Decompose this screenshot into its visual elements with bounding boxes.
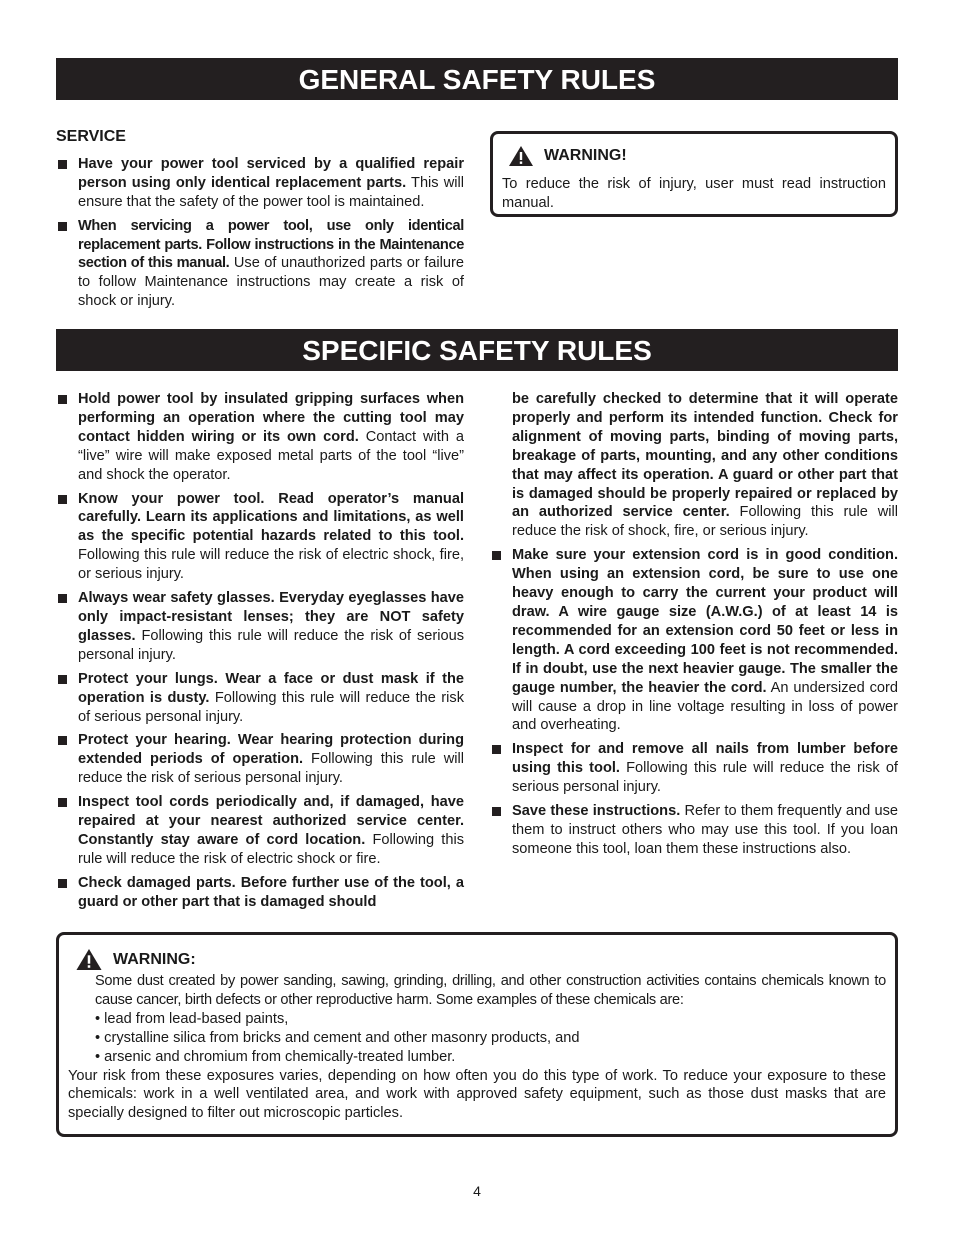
warning-header [502, 145, 886, 167]
square-bullet-icon [58, 736, 67, 745]
rule-item [56, 490, 464, 585]
dust-warning-bullet: • crystalline silica from bricks and cement and other masonry products, and [95, 1029, 580, 1046]
rule-item [56, 390, 464, 485]
rule-item [490, 802, 898, 859]
rule-text: Following this rule will reduce the risk of serious personal injury. [512, 760, 898, 796]
rule-item [56, 874, 464, 912]
service-item-text: Use of unauthorized parts or failure to follow Maintenance instructions may create a risk of shock or injury. [78, 255, 464, 310]
square-bullet-icon [58, 594, 67, 603]
specific-safety-rules-title: SPECIFIC SAFETY RULES [56, 329, 898, 371]
rule-bold: Know your power tool. Read operator’s manual carefully. Learn its applications and limitations, as well as the specific potential hazards related to this tool. [78, 490, 464, 545]
square-bullet-icon [492, 745, 501, 754]
rule-item [56, 670, 464, 727]
specific-left-column [56, 390, 464, 917]
rule-continuation [490, 390, 898, 541]
rule-text: Following this rule will reduce the risk of serious personal injury. [78, 627, 464, 663]
rule-item [56, 731, 464, 788]
dust-warning-bullet: • lead from lead-based paints, [95, 1010, 289, 1027]
service-item-text: This will ensure that the safety of the power tool is maintained. [78, 174, 464, 210]
rule-text: An undersized cord will cause a drop in line voltage resulting in loss of power and overheating. [512, 679, 898, 734]
dust-warning-box [56, 932, 898, 1137]
rule-bold: be carefully checked to determine that it will operate properly and perform its intended function. Check for alignment of moving parts, binding of moving parts, breakage of parts, mounting, and any other conditions that may affect its operation. A guard or other part that is damaged should be properly repaired or replaced by an authorized service center. [512, 391, 898, 521]
service-item [56, 155, 464, 212]
service-heading: SERVICE [56, 128, 126, 145]
service-item [56, 217, 464, 312]
warning-triangle-icon [75, 948, 103, 971]
dust-warning-title: WARNING: [113, 950, 196, 968]
rule-bold: Check damaged parts. Before further use of the tool, a guard or other part that is damaged should [78, 874, 464, 910]
square-bullet-icon [58, 222, 67, 231]
rule-text: Contact with a “live” wire will make exposed metal parts of the tool “live” and shock the operator. [78, 428, 464, 483]
square-bullet-icon [58, 798, 67, 807]
rule-text: Following this rule will reduce the risk of serious personal injury. [78, 689, 464, 725]
rule-text: Refer to them frequently and use them to instruct others who may use this tool. If you loan someone this tool, loan them these instructions also. [512, 803, 898, 857]
rule-bold: Protect your hearing. Wear hearing protection during extended periods of operation. [78, 732, 464, 768]
square-bullet-icon [58, 879, 67, 888]
rule-text: Following this rule will reduce the risk of electric shock, fire, or serious injury. [78, 547, 464, 583]
rule-text: Following this rule will reduce the risk of electric shock or fire. [78, 831, 464, 867]
rule-item [56, 589, 464, 665]
warning-box [490, 131, 898, 217]
rule-bold: Always wear safety glasses. Everyday eyeglasses have only impact-resistant lenses; they are NOT safety glasses. [78, 590, 464, 644]
square-bullet-icon [58, 395, 67, 404]
rule-item [490, 546, 898, 735]
rule-bold: Make sure your extension cord is in good condition. When using an extension cord, be sure to use one heavy enough to carry the current your product will draw. A wire gauge size (A.W.G.) of at least 14 is recommended for an extension cord 50 feet or less in length. A cord exceeding 100 feet is not recommended. If in doubt, use the next heavier gauge. The smaller the gauge number, the heavier the cord. [512, 547, 898, 696]
page-number: 4 [473, 1183, 481, 1199]
rule-bold: Hold power tool by insulated gripping surfaces when performing an operation where the cutting tool may contact hidden wiring or its own cord. [78, 391, 464, 445]
square-bullet-icon [492, 551, 501, 560]
warning-title: WARNING! [544, 147, 627, 164]
square-bullet-icon [58, 160, 67, 169]
dust-warning-header [68, 948, 886, 971]
square-bullet-icon [492, 807, 501, 816]
dust-warning-bullet: • arsenic and chromium from chemically-treated lumber. [95, 1048, 456, 1065]
dust-warning-outro: Your risk from these exposures varies, depending on how often you do this type of work. To reduce your exposure to these chemicals: work in a well ventilated area, and work with approved safety equipment, such as those dust masks that are specially designed to filter out microscopic particles. [68, 1067, 886, 1122]
service-section [56, 128, 464, 316]
service-item-bold: Have your power tool serviced by a qualified repair person using only identical replacement parts. [78, 155, 464, 191]
rule-bold: Inspect for and remove all nails from lumber before using this tool. [512, 741, 898, 777]
warning-triangle-icon [508, 145, 534, 167]
dust-warning-intro: Some dust created by power sanding, sawing, grinding, drilling, and other construction activities contains chemicals known to cause cancer, birth defects or other reproductive harm. Some examples of these chemicals are: [95, 973, 886, 1008]
rule-item [490, 740, 898, 797]
rule-bold: Save these instructions. [512, 803, 681, 820]
specific-right-column [490, 390, 898, 864]
rule-text: Following this rule will reduce the risk of shock, fire, or serious injury. [512, 504, 898, 540]
rule-text: Following this rule will reduce the risk of serious personal injury. [78, 751, 464, 787]
general-safety-rules-title: GENERAL SAFETY RULES [56, 58, 898, 100]
rule-bold: Inspect tool cords periodically and, if damaged, have repaired at your nearest authorized service center. Constantly stay aware of cord location. [78, 794, 464, 848]
square-bullet-icon [58, 495, 67, 504]
rule-item [56, 793, 464, 869]
square-bullet-icon [58, 675, 67, 684]
warning-text: To reduce the risk of injury, user must read instruction manual. [502, 176, 886, 211]
service-item-bold: When servicing a power tool, use only identical replacement parts. Follow instructions in the Maintenance section of this manual. [78, 217, 464, 272]
rule-bold: Protect your lungs. Wear a face or dust mask if the operation is dusty. [78, 670, 464, 706]
